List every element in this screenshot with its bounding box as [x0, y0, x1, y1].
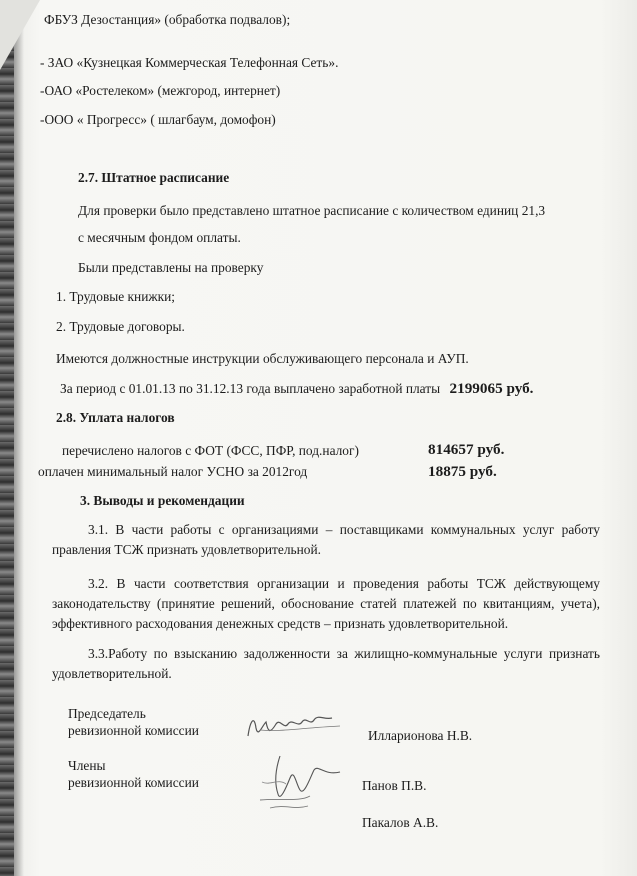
members-title: ревизионной комиссии: [68, 775, 199, 790]
section-heading-3: 3. Выводы и рекомендации: [80, 493, 245, 508]
salary-text: За период с 01.01.13 по 31.12.13 года выплачено заработной платы: [60, 381, 441, 396]
list-item: 2. Трудовые договоры.: [56, 319, 185, 334]
contractor-line: ФБУЗ Дезостанция» (обработка подвалов);: [44, 12, 291, 27]
member-name: Пакалов А.В.: [362, 815, 439, 830]
conclusion-paragraph: 3.3.Работу по взысканию задолженности за жилищно-коммунальные услуги признать удовлетворительной.: [52, 646, 600, 681]
list-item: 1. Трудовые книжки;: [56, 289, 176, 304]
chair-signature-graphic: [240, 708, 350, 748]
paragraph-line: с месячным фондом оплаты.: [78, 230, 241, 245]
contractor-line: - ЗАО «Кузнецкая Коммерческая Телефонная Сеть».: [40, 55, 339, 70]
chair-name: Илларионова Н.В.: [368, 728, 473, 743]
conclusion-paragraph: 3.2. В части соответствия организации и проведения работы ТСЖ действующему законодательству (принятие решений, обоснование статей платежей по квитанциям, учета), эффективного расходования денежных средств – признать удовлетворительной.: [52, 576, 600, 631]
tax-label: перечислено налогов с ФОТ (ФСС, ПФР, под.налог): [62, 443, 359, 458]
chair-title: ревизионной комиссии: [68, 723, 199, 738]
chair-title: Председатель: [68, 706, 146, 721]
salary-line: [60, 381, 533, 397]
scan-binding-edge: [0, 0, 14, 876]
section-heading-2-7: 2.7. Штатное расписание: [78, 170, 230, 185]
member-signature-graphic: [250, 748, 360, 818]
tax-amount: 18875 руб.: [428, 463, 497, 480]
scan-shadow: [14, 0, 24, 876]
tax-label: оплачен минимальный налог УСНО за 2012год: [38, 464, 308, 479]
section-heading-2-8: 2.8. Уплата налогов: [56, 410, 175, 425]
salary-amount: 2199065 руб.: [449, 380, 534, 397]
member-name: Панов П.В.: [362, 778, 427, 793]
paragraph-line: Были представлены на проверку: [78, 260, 264, 275]
paragraph-line: Для проверки было представлено штатное расписание с количеством единиц 21,3: [78, 203, 546, 218]
conclusion-paragraph: 3.1. В части работы с организациями – поставщиками коммунальных услуг работу правления ТСЖ признать удовлетворительной.: [52, 522, 600, 557]
paragraph-line: Имеются должностные инструкции обслуживающего персонала и АУП.: [56, 351, 469, 366]
tax-amount: 814657 руб.: [428, 441, 505, 458]
contractor-line: -ООО « Прогресс» ( шлагбаум, домофон): [40, 112, 276, 127]
folded-corner: [0, 0, 40, 70]
members-title: Члены: [68, 758, 106, 773]
contractor-line: -ОАО «Ростелеком» (межгород, интернет): [40, 83, 281, 98]
